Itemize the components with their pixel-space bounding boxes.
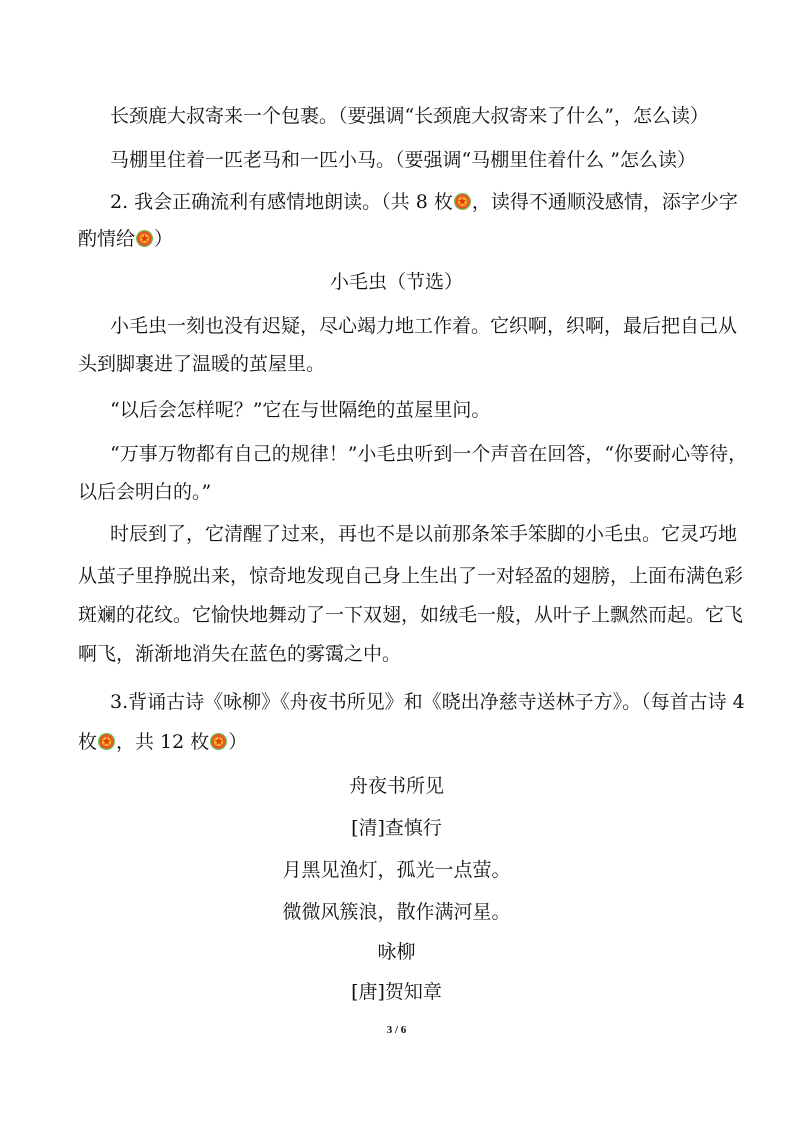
star-badge-icon [98, 733, 115, 750]
paragraph-1-line-2: 头到脚裹进了温暖的茧屋里。 [78, 353, 326, 375]
poem-2-title: 咏柳 [377, 941, 416, 963]
question-3-cont [78, 729, 247, 755]
question-3-text-d: ） [228, 731, 248, 753]
paragraph-3-line-1: “万事万物都有自己的规律！”小毛虫听到一个声音在回答，“你要耐心等待， [110, 443, 748, 465]
star-badge-icon [454, 193, 471, 210]
passage-title: 小毛虫（节选） [329, 271, 463, 293]
sentence-2: 马棚里住着一匹老马和一匹小马。（要强调“马棚里住着什么 ”怎么读） [110, 149, 696, 171]
paragraph-4-line-3: 斑斓的花纹。它愉快地舞动了一下双翅，如绒毛一般，从叶子上飘然而起。它飞 [78, 604, 744, 626]
paragraph-2: “以后会怎样呢？”它在与世隔绝的茧屋里问。 [110, 399, 491, 421]
star-badge-icon [210, 733, 227, 750]
question-3-text-b: 枚 [78, 731, 98, 753]
sentence-1: 长颈鹿大叔寄来一个包裹。（要强调“长颈鹿大叔寄来了什么”，怎么读） [110, 105, 709, 127]
question-3-text-c: ，共 12 枚 [116, 731, 210, 753]
paragraph-4-line-1: 时辰到了，它清醒了过来，再也不是以前那条笨手笨脚的小毛虫。它灵巧地 [110, 523, 738, 545]
question-2-close: ） [154, 228, 174, 250]
paragraph-1-line-1: 小毛虫一刻也没有迟疑，尽心竭力地工作着。它织啊，织啊，最后把自己从 [110, 315, 738, 337]
poem-1-line-2: 微微风簇浪，散作满河星。 [282, 901, 511, 923]
poem-2-author: [唐]贺知章 [351, 981, 442, 1003]
question-3: 3.背诵古诗《咏柳》《舟夜书所见》和《晓出净慈寺送林子方》。（每首古诗 4 [110, 691, 745, 713]
question-2-text-a: 2. 我会正确流利有感情地朗读。（共 8 枚 [110, 191, 453, 213]
paragraph-4-line-4: 啊飞，渐渐地消失在蓝色的雾霭之中。 [78, 643, 402, 665]
star-badge-icon [136, 230, 153, 247]
paragraph-3-line-2: 以后会明白的。” [78, 481, 212, 503]
question-2-text-b: ，读得不通顺没感情，添字少字 [471, 191, 738, 213]
question-2 [110, 189, 738, 215]
poem-1-title: 舟夜书所见 [348, 775, 444, 797]
page-number: 3 / 6 [386, 1024, 407, 1036]
question-2-text-c: 酌情给 [78, 228, 136, 250]
poem-1-line-1: 月黑见渔灯，孤光一点萤。 [282, 859, 511, 881]
poem-1-author: [清]查慎行 [351, 817, 442, 839]
question-2-cont [78, 226, 173, 252]
paragraph-4-line-2: 从茧子里挣脱出来，惊奇地发现自己身上生出了一对轻盈的翅膀，上面布满色彩 [78, 565, 744, 587]
